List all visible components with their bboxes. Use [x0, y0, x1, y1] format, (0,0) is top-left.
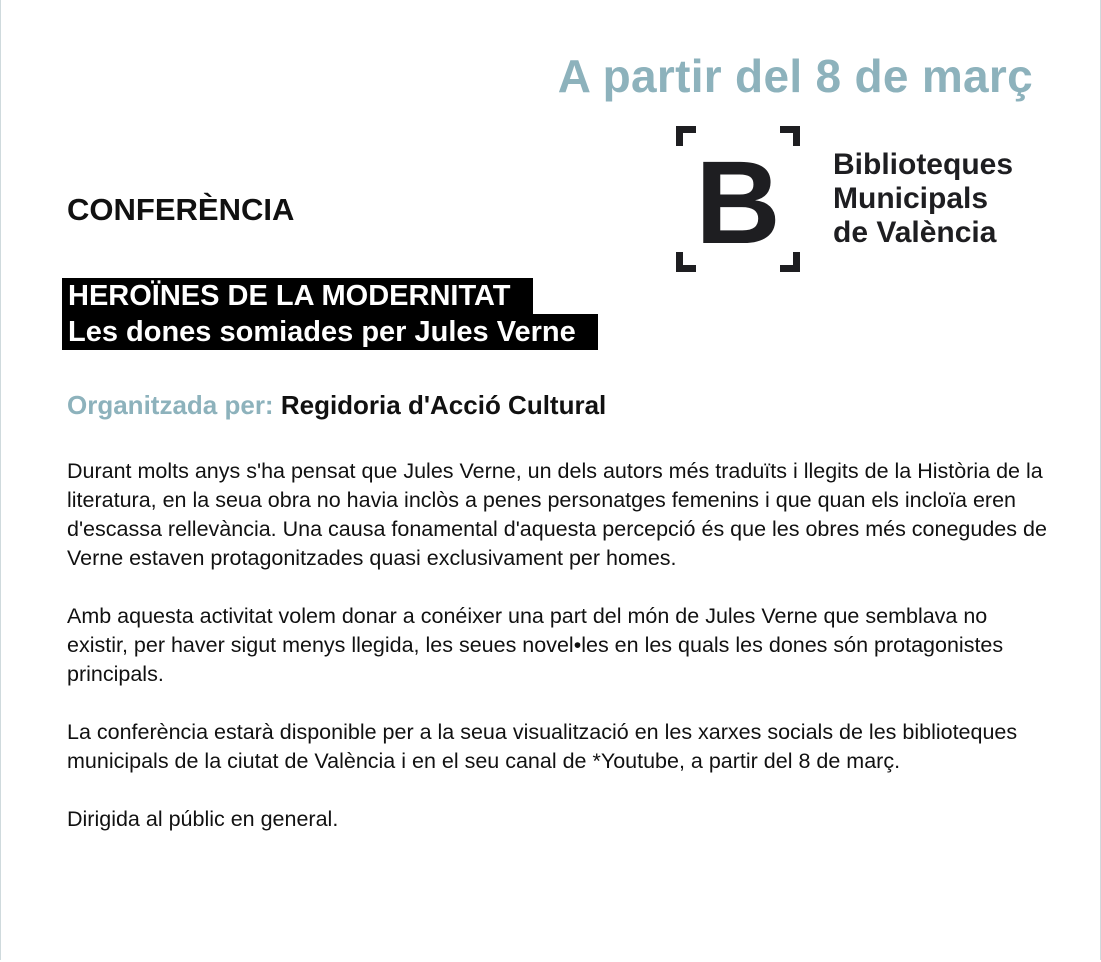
- library-logo: [676, 124, 1036, 276]
- logo-line-3: de València: [833, 216, 997, 249]
- logo-text: [833, 148, 1013, 250]
- organizer: [67, 390, 606, 421]
- logo-line-2: Municipals: [833, 182, 989, 215]
- date-heading: A partir del 8 de març: [557, 50, 1033, 102]
- library-bracket-logo-icon: [676, 124, 806, 276]
- description-paragraph-3: La conferència estarà disponible per a la seua visualització en les xarxes socials de les biblioteques municipals de la ciutat de València i en el seu canal de *Youtube, a partir del 8 de març.: [67, 720, 1018, 773]
- event-kind: CONFERÈNCIA: [67, 192, 295, 227]
- description-paragraph-1: Durant molts anys s'ha pensat que Jules Verne, un dels autors més traduïts i llegits de la Història de la literatura, en la seua obra no havia inclòs a penes personatges femenins i que quan els incloïa eren d'escassa rellevància. Una causa fonamental d'aquesta percepció és que les obres més conegudes de Verne estaven protagonitzades quasi exclusivament per homes.: [67, 459, 1047, 570]
- description-paragraph-2: Amb aquesta activitat volem donar a conéixer una part del món de Jules Verne que semblava no existir, per haver sigut menys llegida, les seues novel•les en les quals les dones són protagonistes principals.: [67, 604, 1004, 686]
- logo-line-1: Biblioteques: [833, 148, 1014, 181]
- logo-letter: B: [695, 137, 781, 269]
- organizer-value: Regidoria d'Acció Cultural: [280, 390, 607, 420]
- event-title-line-2: Les dones somiades per Jules Verne: [62, 314, 598, 350]
- event-title-line-1: HEROÏNES DE LA MODERNITAT: [62, 278, 533, 314]
- organizer-label: Organitzada per:: [67, 390, 274, 420]
- description: [67, 457, 1047, 863]
- description-paragraph-4: Dirigida al públic en general.: [67, 807, 339, 831]
- event-title: [62, 278, 598, 350]
